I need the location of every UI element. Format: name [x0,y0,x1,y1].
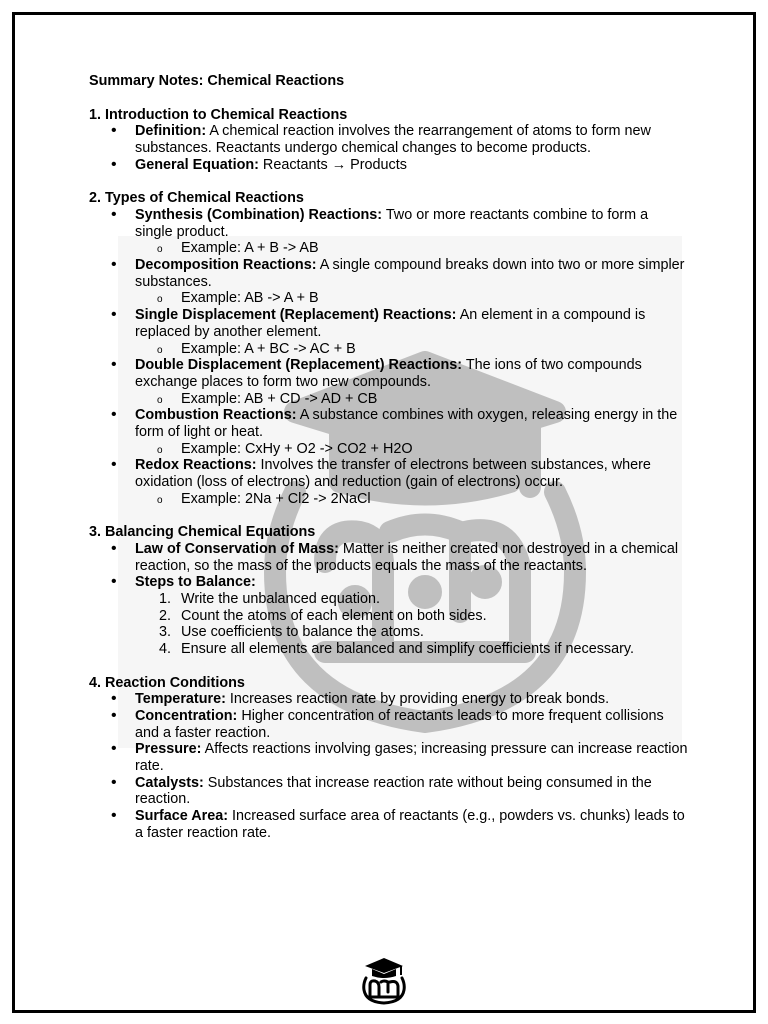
item-text: Involves the transfer of electrons between substances, where oxidation (loss of electrons) and reduction (gain of electrons) occur. [135,457,651,491]
item-text: Matter is neither created nor destroyed in a chemical reaction, so the mass of the products equals the mass of the reactants. [135,540,679,574]
item-term: Synthesis (Combination) Reactions: [135,206,383,223]
list-item [89,207,689,257]
item-term: Surface Area: [135,808,229,825]
section [89,524,689,658]
section-heading: 1. Introduction to Chemical Reactions [89,106,348,123]
item-term: Single Displacement (Replacement) Reactions: [135,307,457,324]
item-text: The ions of two compounds exchange places to form two new compounds. [135,357,642,390]
item-term: Double Displacement (Replacement) Reactions: [135,357,463,374]
example-list [135,391,689,408]
list-item [89,808,689,841]
list-item [89,741,689,774]
list-item [89,574,689,658]
step-item [135,608,689,625]
list-item [89,457,689,507]
list-item [89,541,689,574]
item-text: Increases reaction rate by providing energy to break bonds. [225,691,610,708]
list-item [89,357,689,407]
list-item [89,691,689,708]
sections-container [89,107,689,842]
step-number: 1. [159,591,172,608]
item-term: General Equation: [135,156,259,173]
step-text: Ensure all elements are balanced and simplify coefficients if necessary. [181,641,635,658]
item-text: Increased surface area of reactants (e.g., powders vs. chunks) leads to a faster reaction rate. [135,808,685,841]
item-term: Law of Conservation of Mass: [135,540,339,557]
item-term: Decomposition Reactions: [135,257,317,274]
item-text: A chemical reaction involves the rearrangement of atoms to form new substances. Reactants undergo chemical changes to become products. [135,123,651,157]
step-number: 3. [159,624,172,641]
section-heading: 4. Reaction Conditions [89,674,245,691]
list-item [89,307,689,357]
item-text: Higher concentration of reactants leads to more frequent collisions and a faster reaction. [135,707,664,741]
item-term: Catalysts: [135,774,204,791]
item-term: Temperature: [135,691,226,708]
example-list [135,240,689,257]
example-list [135,441,689,458]
item-term: Definition: [135,123,207,140]
item-text: A substance combines with oxygen, releasing energy in the form of light or heat. [135,407,678,441]
list-item [89,407,689,457]
step-item [135,641,689,658]
document-body [89,73,689,858]
list-item [89,123,689,156]
example-item: o Example: AB -> A + B [135,290,689,307]
example-item: o Example: A + BC -> AC + B [135,341,689,358]
example-item: o Example: 2Na + Cl2 -> 2NaCl [135,491,689,508]
graduation-cap-logo-icon [357,952,411,1006]
bullet-list [89,691,689,841]
list-item [89,775,689,808]
section-heading: 3. Balancing Chemical Equations [89,524,316,541]
example-item: o Example: AB + CD -> AD + CB [135,391,689,408]
step-text: Write the unbalanced equation. [181,591,380,608]
step-text: Use coefficients to balance the atoms. [181,624,424,641]
item-text: An element in a compound is replaced by another element. [135,307,646,340]
item-text: Substances that increase reaction rate without being consumed in the reaction. [135,774,652,808]
document-title: Summary Notes: Chemical Reactions [89,73,345,89]
example-item: o Example: CxHy + O2 -> CO2 + H2O [135,441,689,458]
list-item [89,157,689,174]
item-term: Combustion Reactions: [135,407,297,424]
list-item [89,708,689,741]
item-term: Redox Reactions: [135,457,257,474]
section-heading: 2. Types of Chemical Reactions [89,190,304,207]
bullet-list [89,207,689,508]
item-term: Pressure: [135,741,202,758]
list-item [89,257,689,307]
item-text: Affects reactions involving gases; increasing pressure can increase reaction rate. [135,741,688,775]
bullet-list [89,541,689,658]
item-text: Two or more reactants combine to form a single product. [135,206,649,240]
item-text: A single compound breaks down into two or more simpler substances. [135,257,685,290]
example-list [135,290,689,307]
section [89,107,689,174]
example-list [135,341,689,358]
item-text: Reactants → Products [258,156,407,173]
item-term: Steps to Balance: [135,574,256,591]
bullet-list [89,123,689,173]
section [89,675,689,842]
steps-list [135,591,689,658]
step-number: 4. [159,641,172,658]
section [89,190,689,507]
step-text: Count the atoms of each element on both sides. [181,607,487,624]
step-item [135,624,689,641]
step-number: 2. [159,607,172,624]
step-item [135,591,689,608]
item-term: Concentration: [135,707,238,724]
example-item: o Example: A + B -> AB [135,240,689,257]
example-list [135,491,689,508]
